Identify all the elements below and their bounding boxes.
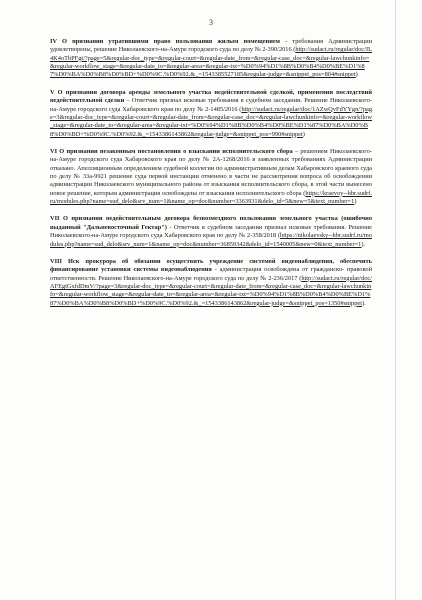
section-paragraph — [50, 215, 372, 248]
section-text: - требования Администрации удовлетворены, решение Николаевского-на-Амуре городского суда по делу № 2-390/2016 ( — [50, 38, 373, 54]
section-text: – решением Николаевского-на-Амуре городского суда Хабаровского края по делу № 2А-1268/2016 в заявленных требованиях Администрации отказано. Апелляционным определением судебной коллегии по административным делам Хабаровского краевого суда по делу № 33а-9921 решение суда первой инстанции отменено в части не рассмотрения вопроса об освобождении администрации Николаевского муниципального района от взыскания исполнительского сбора, в этой части вынесено новое решение, которым администрация освобождена от взыскания исполнительского сбора ( — [50, 147, 372, 197]
section-paragraph — [50, 38, 372, 80]
scan-edge-line — [395, 0, 396, 600]
section-title: IV О признании утратившими право пользования жилым помещением — [50, 38, 280, 45]
section-vii — [50, 215, 372, 248]
section-viii — [50, 258, 372, 308]
page-number: 3 — [209, 18, 213, 27]
document-body — [50, 38, 372, 317]
section-tail: ) — [355, 71, 358, 79]
section-title: VIII Иск прокурора об обязании осуществить учреждение системой видеонаблюдения, обеспечить финансирование установки системы видеонаблюдения — [50, 257, 372, 274]
section-tail: ) — [354, 198, 357, 206]
section-title: VII О признании недействительным договора безвозмездного пользования земельного участка (ошибочно выданный "Дальневосточный Гектар") — [50, 215, 372, 231]
section-text: – Ответчик признал исковые требования в судебном заседании. Решение Николаевского-на-Амуре городского суда Хабаровского края по делу № 2-1485/2016 ( — [50, 97, 373, 113]
section-iv — [50, 38, 372, 80]
case-link[interactable]: http://sudact.ru/regular/doc/1AZwQvFdYYgn/?page=3&regular-doc_type=&regular-court=&regular-date_from=&regular-case_doc=&regular-lawchunkinfo=&regular-workflow_stage=&regular-date_to=&regular-area=&regular-txt=%D0%94%D1%8B%D0%B4%D0%BE%D1%87%D0%BA%D0%B8%D0%BD+%D0%9C.%D0%92.&_=1543386143862&regular-judge=&snippet_pos=990#snippet — [50, 105, 372, 138]
section-paragraph — [50, 89, 372, 139]
section-tail: ). — [361, 299, 366, 307]
section-v — [50, 89, 372, 139]
section-text: - администрация освобождена от гражданско- правовой ответственности. Решение Николаевского-на-Амуре городского суда по делу № 2-236/2017 ( — [50, 266, 372, 282]
section-title: V О признании договора аренды земельного участка недействительной сделкой, применении последствий недействительной сделки — [50, 88, 372, 105]
section-text: - Ответчик в судебном заседании признал исковые требования. Решение Николаевского-на-Амуре городского суда Хабаровского края по делу № 2-358/2018 ( — [50, 223, 372, 240]
case-link[interactable]: http://sudact.ru/regular/doc/IL4K4oTbPFgt/?page=5&regular-doc_type=&regular-court=&regular-date_from=&regular-case_doc=&regular-lawchunkinfo=&regular-workflow_stage=&regular-date_to=&regular-area=&regular-txt=%D0%94%D1%8B%D0%B4%D0%BE%D1%87%D0%BA%D0%B8%D0%BD+%D0%9C.%D0%92.&_=1543385527185&regular-judge=&snippet_pos=804#snippet — [50, 46, 372, 79]
section-paragraph — [50, 148, 372, 207]
section-title: VI О признании незаконным постановления о взыскании исполнительского сбора — [50, 147, 293, 155]
case-link[interactable]: http://sudact.ru/regular/doc/AFEgiGxfdDmV/?page=3&regular-doc_type=&regular-court=&regular-date_from=&regular-case_doc=&regular-lawchunkinfo=&regular-workflow_stage=&regular-date_to=&regular-area=&regular-txt=%D0%94%D1%8B%D0%B4%D0%BE%D1%87%D0%BA%D0%B8%D0%BD+%D0%9C.%D0%92.&_=1543386143862&regular-judge=&snippet_pos=1350#snippet — [50, 274, 372, 307]
section-tail: ) — [302, 130, 305, 138]
section-vi — [50, 148, 372, 207]
section-tail: ). — [361, 240, 366, 248]
case-link[interactable]: https://nikolaevsky--hbr.sudrf.ru/modules.php?name=sud_delo&srv_num=1&name_op=doc&number=36859342&delo_id=1540005&new=0&text_number=1 — [50, 232, 372, 248]
section-paragraph — [50, 258, 372, 308]
case-link[interactable]: https://kraevoy--hbr.sudrf.ru/modules.php?name=sud_delo&srv_num=1&name_op=doc&number=3363931&delo_id=5&new=5&text_number=1 — [50, 189, 372, 206]
